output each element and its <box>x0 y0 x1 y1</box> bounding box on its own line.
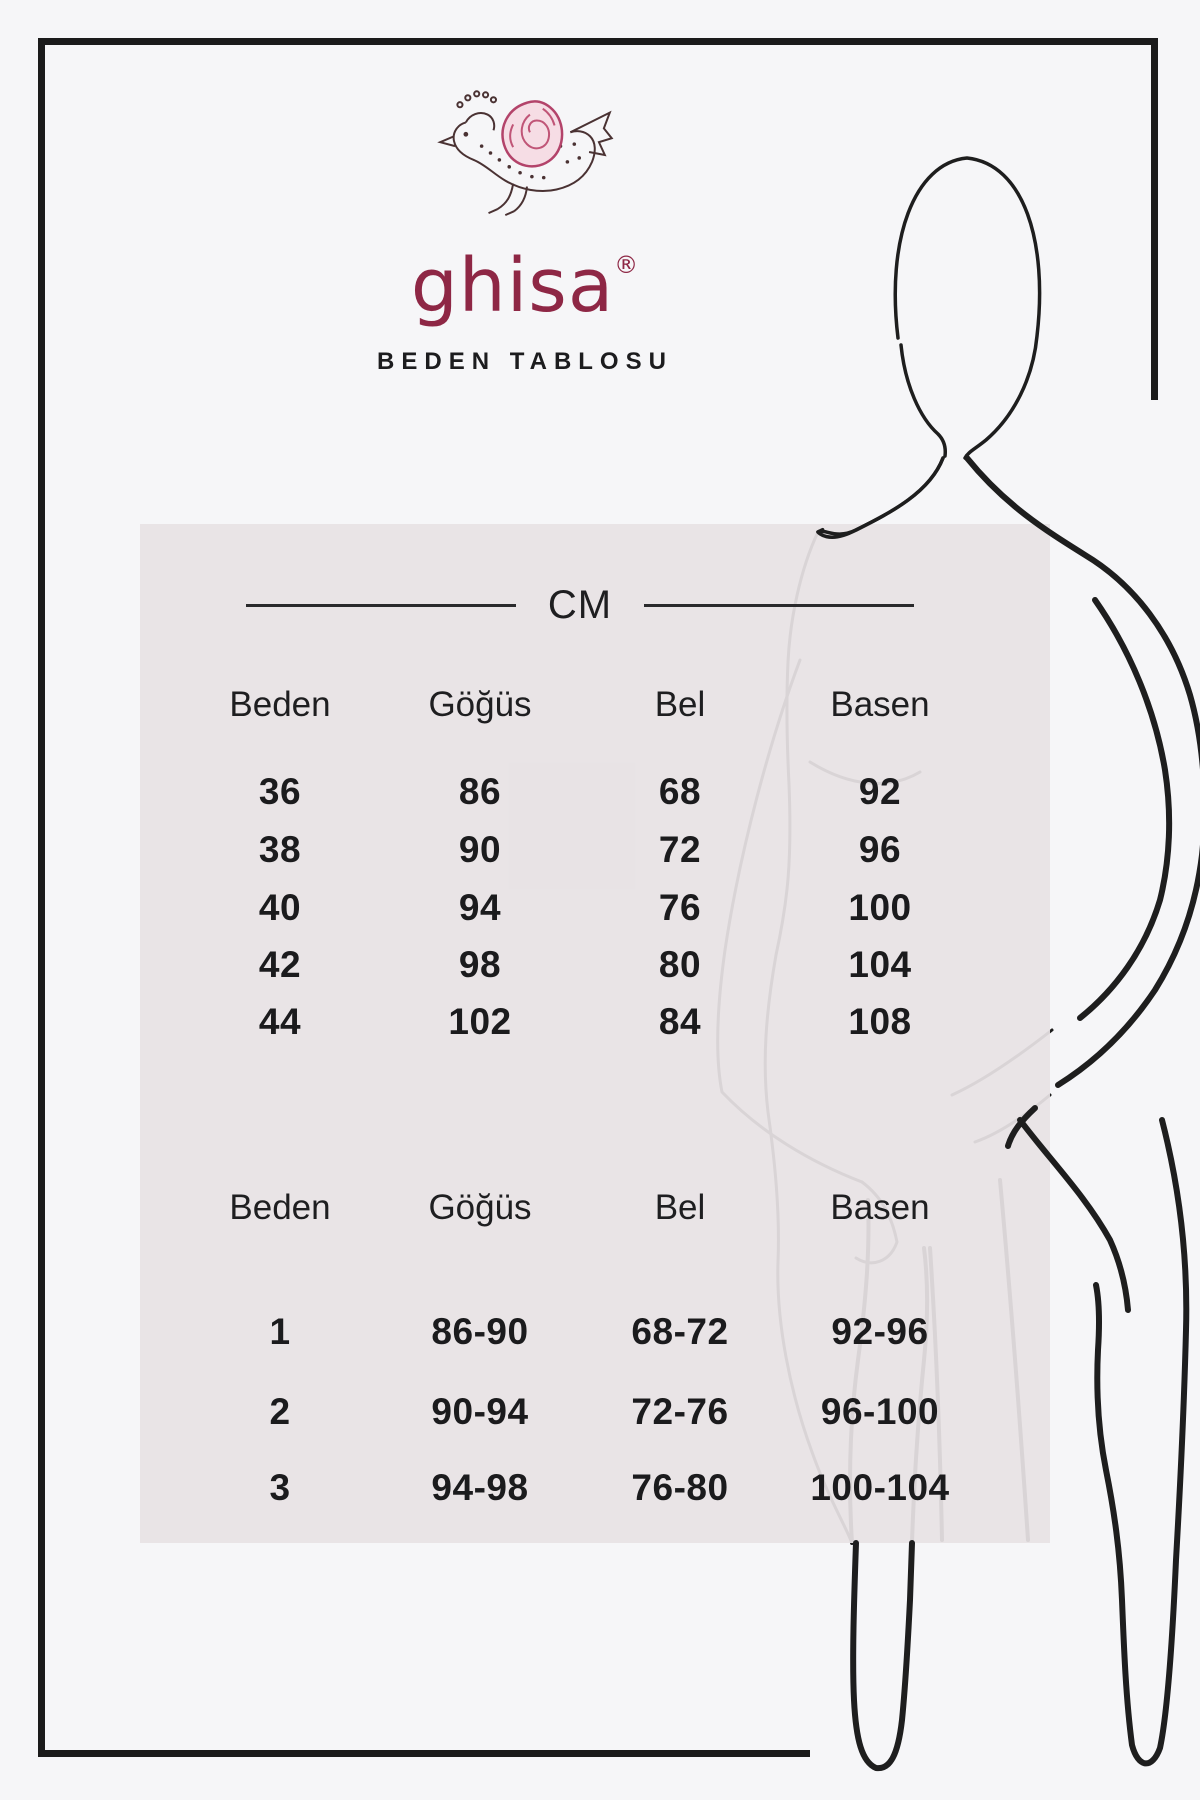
size-value: 1 <box>269 1311 291 1352</box>
hip-value: 96 <box>858 829 902 870</box>
chest-range: 90-94 <box>431 1391 529 1432</box>
chest-range: 94-98 <box>431 1467 529 1508</box>
table2-header-row <box>180 1183 980 1233</box>
table-row <box>180 997 980 1047</box>
table-row <box>180 1463 980 1513</box>
size-value: 38 <box>258 829 302 870</box>
column-header: Göğüs <box>428 1188 532 1227</box>
hip-value: 104 <box>848 944 912 985</box>
column-header: Beden <box>229 1188 331 1227</box>
waist-value: 76 <box>658 887 702 928</box>
table-row <box>180 825 980 875</box>
waist-range: 72-76 <box>631 1391 729 1432</box>
column-header: Beden <box>229 685 331 724</box>
brand-logo-block <box>305 85 745 376</box>
size-value: 40 <box>258 887 302 928</box>
column-header: Bel <box>654 685 706 724</box>
divider-line-left <box>246 604 516 607</box>
brand-wordmark: ghisa® <box>410 243 640 329</box>
size-value: 44 <box>258 1001 302 1042</box>
table-row <box>180 940 980 990</box>
hip-range: 96-100 <box>820 1391 940 1432</box>
size-value: 42 <box>258 944 302 985</box>
table-row <box>180 767 980 817</box>
unit-label: CM <box>547 583 613 627</box>
chest-range: 86-90 <box>431 1311 529 1352</box>
column-header: Göğüs <box>428 685 532 724</box>
table-row <box>180 883 980 933</box>
hip-range: 100-104 <box>810 1467 950 1508</box>
hip-value: 108 <box>848 1001 912 1042</box>
registered-mark: ® <box>614 251 640 279</box>
size-value: 3 <box>269 1467 291 1508</box>
waist-range: 68-72 <box>631 1311 729 1352</box>
waist-value: 68 <box>658 771 702 812</box>
waist-value: 72 <box>658 829 702 870</box>
size-value: 36 <box>258 771 302 812</box>
column-header: Basen <box>830 685 930 724</box>
size-tables <box>180 580 980 1543</box>
waist-value: 80 <box>658 944 702 985</box>
chest-value: 90 <box>458 829 502 870</box>
hip-value: 92 <box>858 771 902 812</box>
folk-bird-icon <box>435 85 615 223</box>
chest-value: 102 <box>448 1001 512 1042</box>
hip-value: 100 <box>848 887 912 928</box>
hip-range: 92-96 <box>831 1311 929 1352</box>
column-header: Basen <box>830 1188 930 1227</box>
table-row <box>180 1387 980 1437</box>
column-header: Bel <box>654 1188 706 1227</box>
waist-value: 84 <box>658 1001 702 1042</box>
chest-value: 94 <box>458 887 502 928</box>
page-title: BEDEN TABLOSU <box>377 348 673 375</box>
unit-divider <box>180 580 980 630</box>
divider-line-right <box>644 604 914 607</box>
table-row <box>180 1307 980 1357</box>
chest-value: 98 <box>458 944 502 985</box>
waist-range: 76-80 <box>631 1467 729 1508</box>
chest-value: 86 <box>458 771 502 812</box>
size-value: 2 <box>269 1391 291 1432</box>
table1-header-row <box>180 680 980 730</box>
